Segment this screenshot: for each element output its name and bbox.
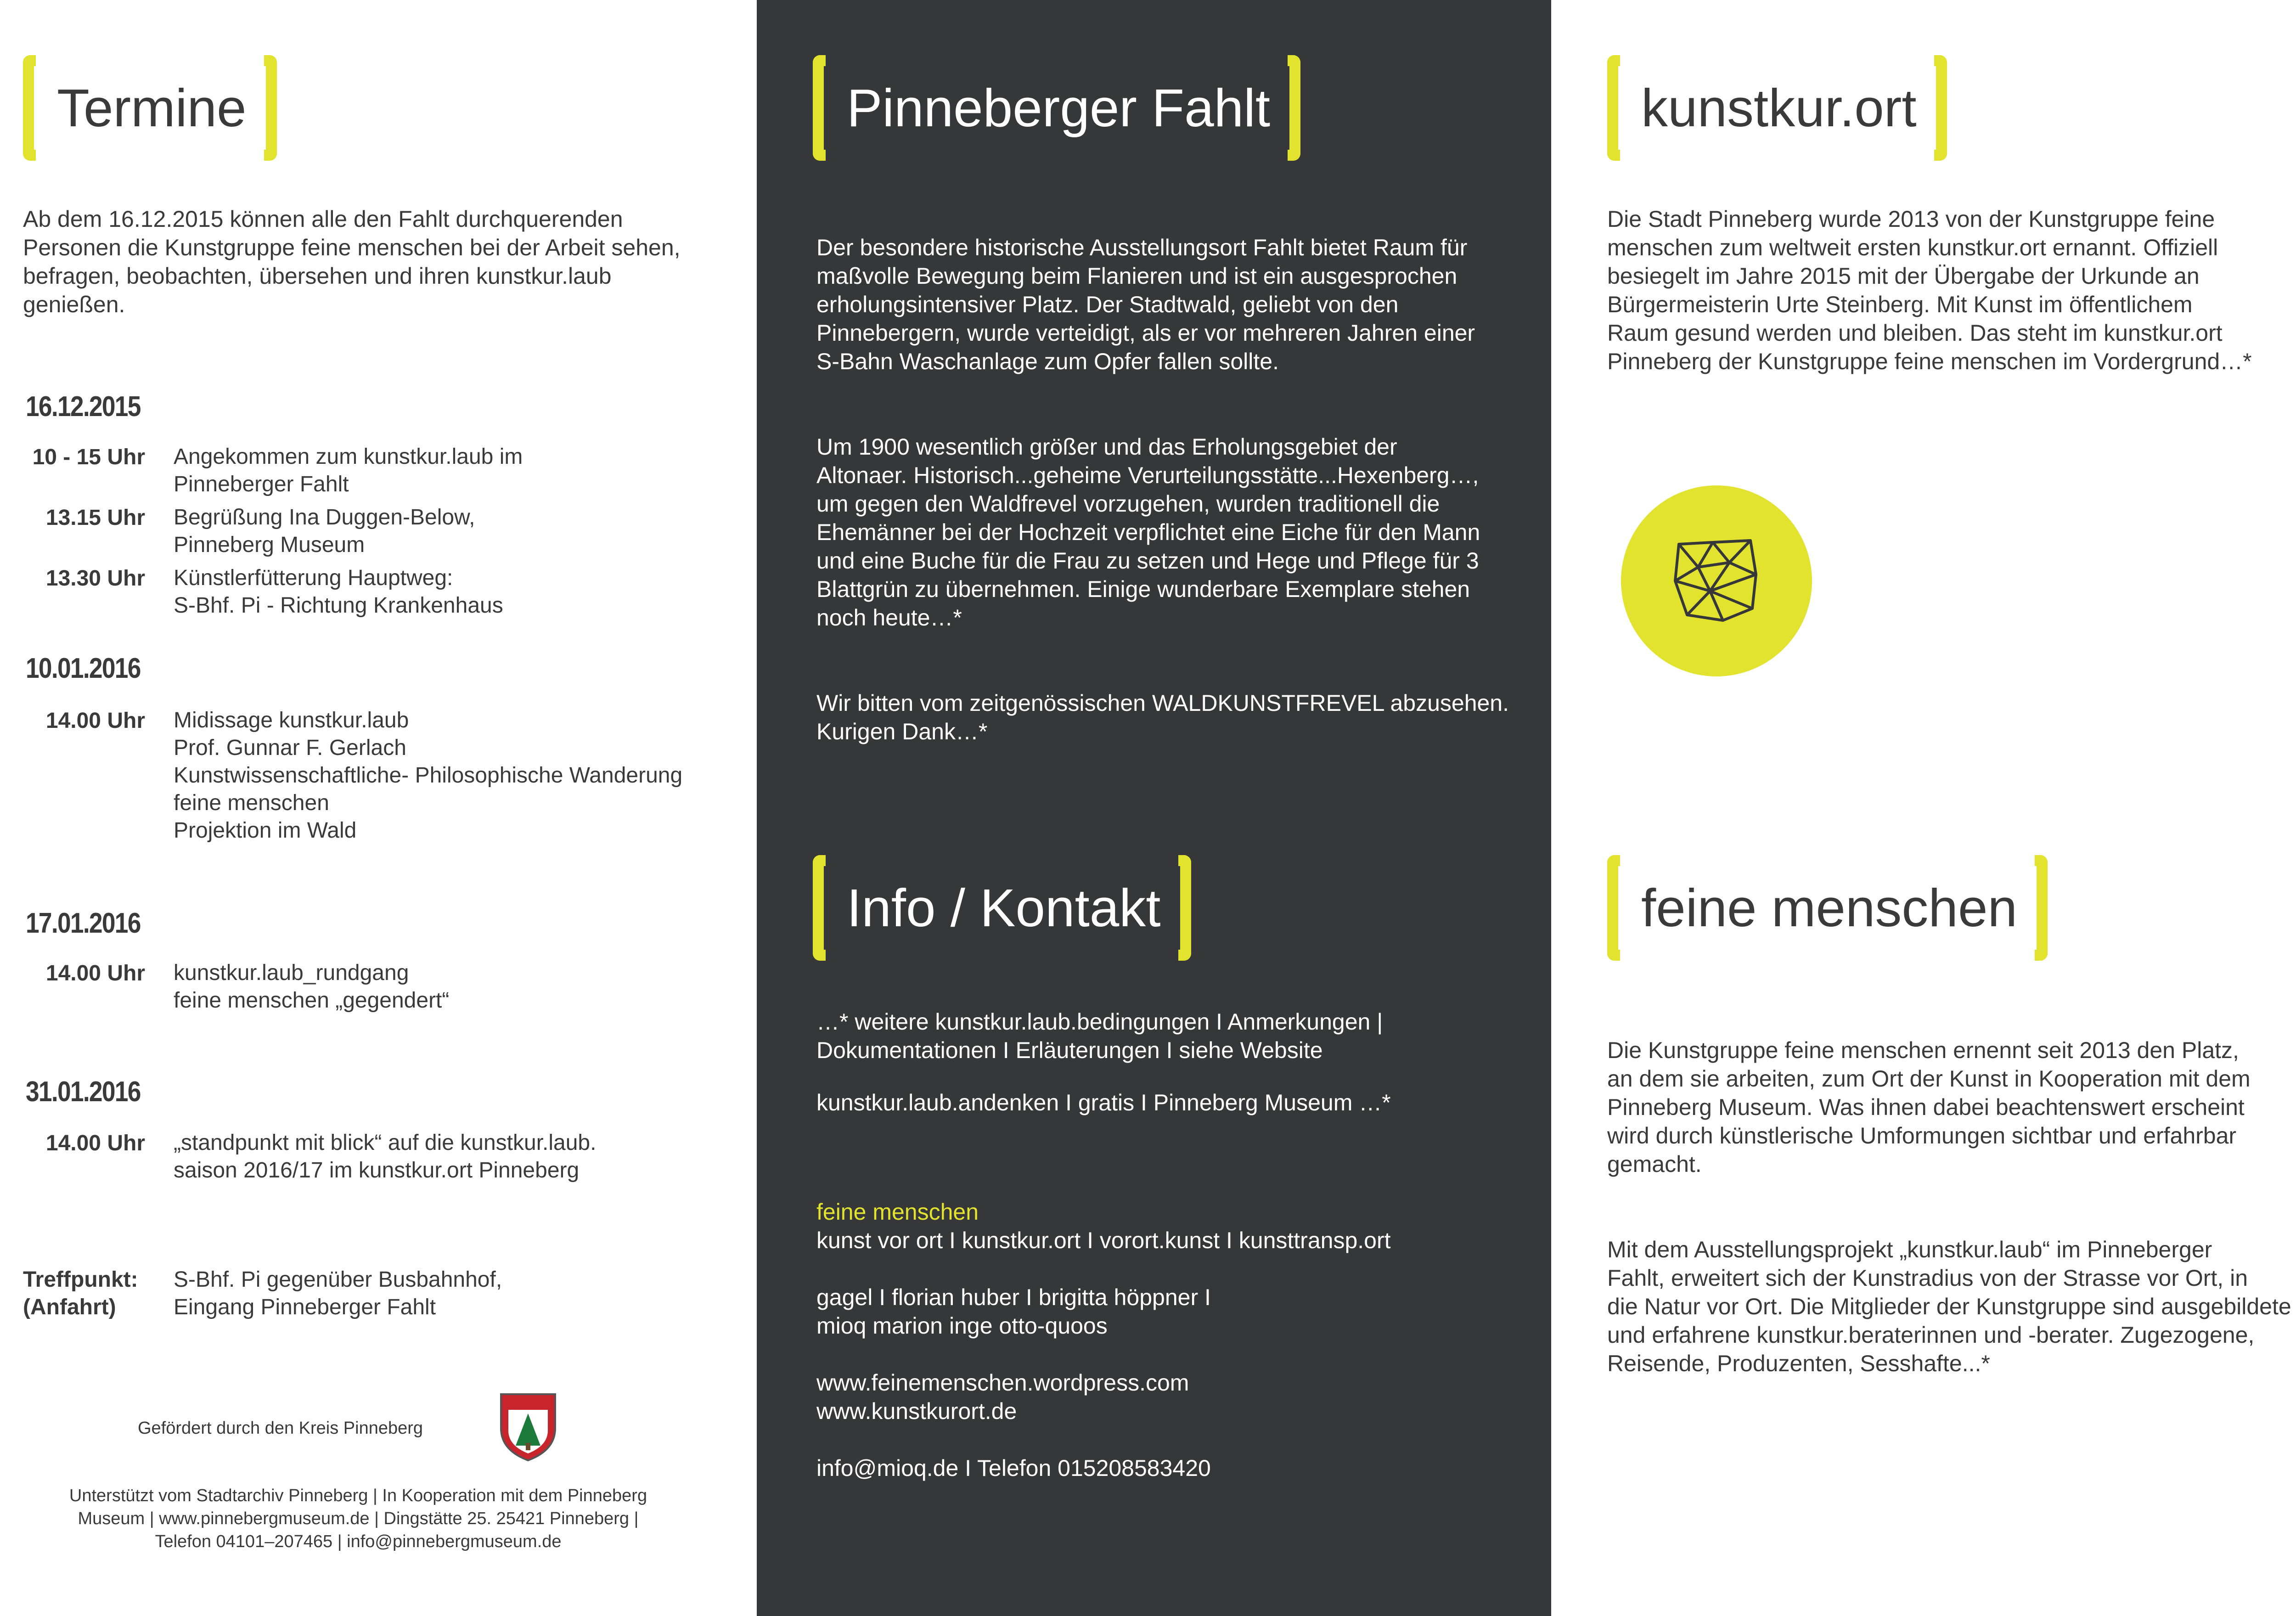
event-time: 14.00 Uhr (45, 1131, 145, 1155)
bracket-right (1288, 55, 1300, 161)
kunstkurort-text: Die Stadt Pinneberg wurde 2013 von der Kunstgruppe feine menschen zum weltweit ersten kunstkur.ort ernannt. Offiziell besiegelt im Jahre 2015 mit der Übergabe der Urkunde an Bürgermeisterin Urte Steinberg. Mit Kunst im öffentlichem Raum gesund werden und bleiben. Das steht im kunstkur.ort Pinneberg der Kunstgruppe feine menschen im Vordergrund…* (1607, 206, 2252, 374)
event-time: 14.00 Uhr (45, 709, 145, 733)
event-text: Künstlerfütterung Hauptweg: S-Bhf. Pi - Richtung Krankenhaus (174, 566, 503, 618)
bracket-right (1178, 855, 1191, 961)
info-line-2: kunstkur.laub.andenken I gratis I Pinneberg Museum …* (816, 1090, 1391, 1115)
bracket-left (23, 55, 36, 161)
event-time: 10 - 15 Uhr (32, 445, 145, 469)
feine-heading (1607, 855, 2048, 961)
feine-paragraph: Mit dem Ausstellungsprojekt „kunstkur.laub“ im Pinneberger Fahlt, erweitert sich der Kunstradius von der Strasse vor Ort, in die Natur vor Ort. Die Mitglieder der Kunstgruppe sind ausgebildete und erfahrene kunstkur.beraterinnen und -berater. Zugezogene, Reisende, Produzenten, Sesshafte...* (1607, 1237, 2291, 1376)
feine-text (1607, 1008, 2296, 1406)
contact-text[interactable]: info@mioq.de I Telefon 015208583420 (816, 1455, 1211, 1481)
event-time: 14.00 Uhr (45, 961, 145, 985)
fahlt-heading (813, 55, 1300, 161)
event-text: Angekommen zum kunstkur.laub im Pinneberger Fahlt (174, 445, 523, 496)
panel-fahlt-info (757, 0, 1551, 1616)
panel-termine (0, 0, 757, 1616)
info-title: Info / Kontakt (847, 878, 1161, 938)
date-heading: 10.01.2016 (26, 653, 141, 684)
info-heading (813, 855, 1191, 961)
bracket-right (1934, 55, 1947, 161)
bracket-right (264, 55, 277, 161)
date-heading: 16.12.2015 (26, 391, 141, 422)
feine-title: feine menschen (1641, 878, 2017, 938)
termine-title: Termine (57, 78, 247, 138)
panel-kunstkurort-feine (1551, 0, 2296, 1616)
fahlt-text (816, 205, 1533, 774)
bracket-left (813, 55, 826, 161)
info-line-1: …* weitere kunstkur.laub.bedingungen I Anmerkungen | Dokumentationen I Erläuterungen I siehe Website (816, 1009, 1383, 1063)
unterstuetzt-text (28, 1484, 689, 1553)
termine-heading (23, 55, 277, 161)
date-heading: 17.01.2016 (26, 907, 141, 939)
group-title: feine menschen (816, 1199, 979, 1225)
feine-paragraph: Die Kunstgruppe feine menschen ernennt seit 2013 den Platz, an dem sie arbeiten, zum Ort der Kunst in Kooperation mit dem Pinneberg Museum. Was ihnen dabei beachtenswert erscheint wird durch künstlerische Umformungen sichtbar und erfahrbar gemacht. (1607, 1037, 2251, 1177)
coat-of-arms-icon (498, 1391, 558, 1463)
event-time: 13.30 Uhr (45, 566, 145, 591)
fahlt-paragraph: Wir bitten vom zeitgenössischen WALDKUNSTFREVEL abzusehen. Kurigen Dank…* (816, 690, 1509, 744)
treffpunkt-label: Treffpunkt: (Anfahrt) (23, 1267, 138, 1319)
event-text: Midissage kunstkur.laub Prof. Gunnar F. Gerlach Kunstwissenschaftliche- Philosophische Wanderung feine menschen Projektion im Wald (174, 708, 683, 843)
group-links: kunst vor ort I kunstkur.ort I vorort.kunst I kunsttransp.ort (816, 1227, 1391, 1253)
bracket-left (1607, 855, 1620, 961)
kunstkurort-title: kunstkur.ort (1641, 78, 1917, 138)
network-circle-logo-icon (1620, 484, 1813, 677)
kunstkurort-heading (1607, 55, 1947, 161)
websites-link[interactable]: www.feinemenschen.wordpress.com www.kunstkurort.de (816, 1370, 1189, 1424)
event-time: 13.15 Uhr (45, 506, 145, 530)
event-text: „standpunkt mit blick“ auf die kunstkur.laub. saison 2016/17 im kunstkur.ort Pinneberg (174, 1131, 597, 1182)
fahlt-paragraph: Um 1900 wesentlich größer und das Erholungsgebiet der Altonaer. Historisch...geheime Verurteilungsstätte...Hexenberg…, um gegen den Waldfrevel vorzugehen, wurden traditionell die Ehemänner bei der Hochzeit verpflichtet eine Eiche für den Mann und eine Buche für die Frau zu setzen und Hege und Pflege für 3 Blattgrün zu übernehmen. Einige wunderbare Exemplare stehen noch heute…* (816, 434, 1480, 631)
event-text: kunstkur.laub_rundgang feine menschen „gegendert“ (174, 961, 450, 1013)
fahlt-paragraph: Der besondere historische Ausstellungsort Fahlt bietet Raum für maßvolle Bewegung beim Flanieren und ist ein ausgesprochen erholungsintensiver Platz. Der Stadtwald, geliebt von den Pinnebergern, wurde verteidigt, als er vor mehreren Jahren einer S-Bahn Waschanlage zum Opfer fallen sollte. (816, 235, 1475, 374)
date-heading: 31.01.2016 (26, 1076, 141, 1108)
event-text: Begrüßung Ina Duggen-Below, Pinneberg Museum (174, 505, 475, 557)
members: gagel I florian huber I brigitta höppner I mioq marion inge otto-quoos (816, 1284, 1211, 1339)
bracket-right (2035, 855, 2048, 961)
fahlt-title: Pinneberger Fahlt (847, 78, 1271, 138)
gefoerdert-text: Gefördert durch den Kreis Pinneberg (138, 1419, 423, 1438)
treffpunkt-text: S-Bhf. Pi gegenüber Busbahnhof, Eingang Pinneberger Fahlt (174, 1267, 502, 1319)
termine-intro: Ab dem 16.12.2015 können alle den Fahlt durchquerenden Personen die Kunstgruppe feine menschen bei der Arbeit sehen, befragen, beobachten, übersehen und ihren kunstkur.laub genießen. (23, 206, 681, 317)
unterstuetzt-lines: Unterstützt vom Stadtarchiv Pinneberg | In Kooperation mit dem Pinneberg Museum | www.pinnebergmuseum.de | Dingstätte 25. 25421 Pinneberg | Telefon 04101–207465 | info@pinnebergmuseum.de (69, 1486, 647, 1551)
bracket-left (1607, 55, 1620, 161)
bracket-left (813, 855, 826, 961)
